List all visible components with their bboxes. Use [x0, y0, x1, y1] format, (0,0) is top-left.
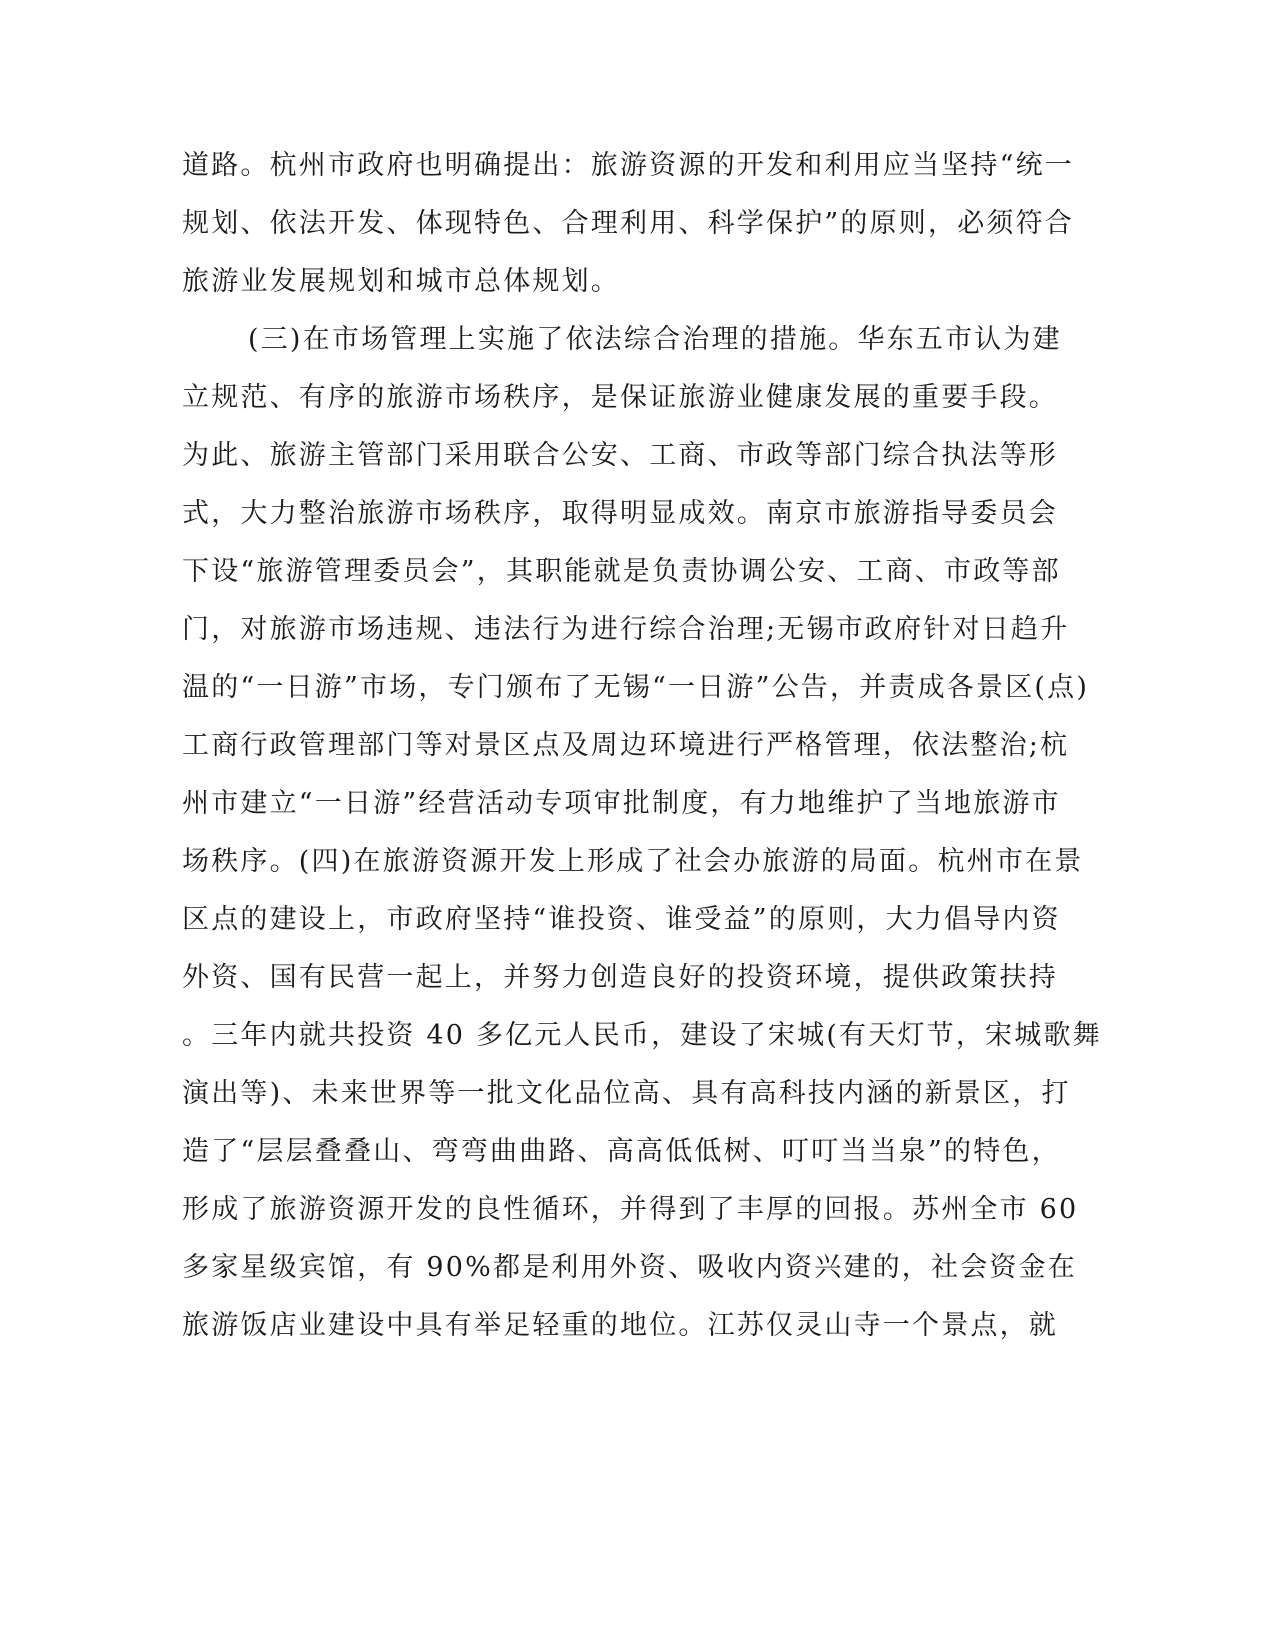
text-line: 多家星级宾馆，有 90%都是利用外资、吸收内资兴建的，社会资金在: [182, 1252, 1077, 1283]
text-line: 。三年内就共投资 40 多亿元人民币，建设了宋城(有天灯节，宋城歌舞: [182, 1020, 1102, 1051]
text-line: 式，大力整治旅游市场秩序，取得明显成效。南京市旅游指导委员会: [182, 498, 1058, 529]
text-line: 工商行政管理部门等对景区点及周边环境进行严格管理，依法整治;杭: [182, 730, 1070, 761]
text-line: 下设“旅游管理委员会”，其职能就是负责协调公安、工商、市政等部: [182, 556, 1061, 587]
text-line: 旅游饭店业建设中具有举足轻重的地位。江苏仅灵山寺一个景点，就: [182, 1310, 1058, 1341]
text-line: 造了“层层叠叠山、弯弯曲曲路、高高低低树、叮叮当当泉”的特色，: [182, 1136, 1061, 1167]
text-line: 州市建立“一日游”经营活动专项审批制度，有力地维护了当地旅游市: [182, 788, 1061, 819]
text-line: 区点的建设上，市政府坚持“谁投资、谁受益”的原则，大力倡导内资: [182, 904, 1061, 935]
text-line: 道路。杭州市政府也明确提出：旅游资源的开发和利用应当坚持“统一: [182, 150, 1075, 181]
text-line: 演出等)、未来世界等一批文化品位高、具有高科技内涵的新景区，打: [182, 1078, 1071, 1109]
text-line: 形成了旅游资源开发的良性循环，并得到了丰厚的回报。苏州全市 60: [182, 1194, 1079, 1225]
paragraph-start-line: (三)在市场管理上实施了依法综合治理的措施。华东五市认为建: [248, 324, 1062, 355]
text-line: 立规范、有序的旅游市场秩序，是保证旅游业健康发展的重要手段。: [182, 382, 1058, 413]
text-line: 旅游业发展规划和城市总体规划。: [182, 266, 620, 297]
text-line: 规划、依法开发、体现特色、合理利用、科学保护”的原则，必须符合: [182, 208, 1075, 239]
text-line: 外资、国有民营一起上，并努力创造良好的投资环境，提供政策扶持: [182, 962, 1058, 993]
body-text: [182, 137, 1102, 1355]
text-line: 为此、旅游主管部门采用联合公安、工商、市政等部门综合执法等形: [182, 440, 1058, 471]
text-line: 场秩序。(四)在旅游资源开发上形成了社会办旅游的局面。杭州市在景: [182, 846, 1084, 877]
text-line: 温的“一日游”市场，专门颁布了无锡“一日游”公告，并责成各景区(点): [182, 672, 1090, 703]
text-line: 门，对旅游市场违规、违法行为进行综合治理;无锡市政府针对日趋升: [182, 614, 1070, 645]
